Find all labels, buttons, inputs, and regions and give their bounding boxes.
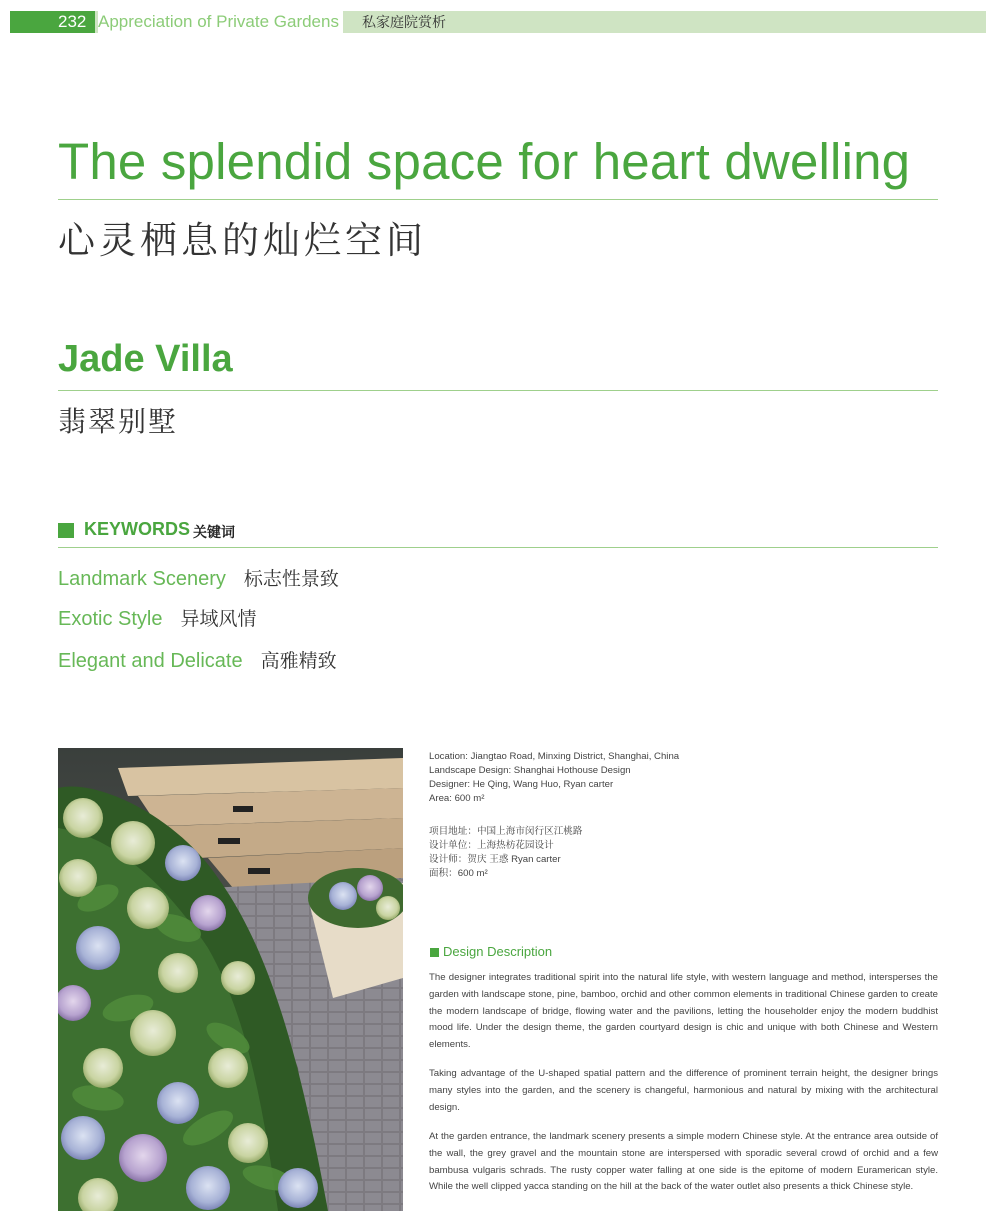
- keyword-en: Landmark Scenery: [58, 568, 226, 590]
- keywords-label: KEYWORDS: [84, 519, 191, 539]
- info-location-zh: 项目地址：中国上海市闵行区江桃路: [429, 826, 583, 837]
- main-title-zh: 心灵栖息的灿烂空间: [58, 220, 427, 261]
- info-designer: Designer: He Qing, Wang Huo, Ryan carter: [429, 779, 614, 790]
- keywords-bullet: [58, 523, 74, 538]
- book-title: Appreciation of Private Gardens: [98, 11, 343, 33]
- design-description-bullet: [430, 948, 439, 957]
- keywords-divider: [58, 547, 938, 548]
- project-info-en: [429, 750, 679, 806]
- keyword-en: Elegant and Delicate: [58, 650, 243, 672]
- keyword-item: [58, 604, 257, 631]
- info-area-zh: 面积：600 m²: [429, 868, 488, 879]
- keyword-item: [58, 564, 339, 591]
- description-paragraph: The designer integrates traditional spirit into the natural life style, with western language and method, intersperses the garden with landscape stone, pine, bamboo, orchid and other common elements in traditional Chinese garden to create the modern landscape of bridge, flowing water and the pavilions, letting the householder enjoy the modern buddhist mood life. Under the design theme, the garden courtyard design is chic and unique with both Chinese and Western elements.: [429, 972, 938, 1051]
- info-landscape-design: Landscape Design: Shanghai Hothouse Design: [429, 765, 631, 776]
- project-title: Jade Villa: [58, 338, 233, 380]
- info-location: Location: Jiangtao Road, Minxing District, Shanghai, China: [429, 751, 680, 762]
- keyword-zh: 高雅精致: [260, 651, 337, 672]
- description-paragraph: Taking advantage of the U-shaped spatial pattern and the difference of prominent terrain height, the designer brings many styles into the garden, and the scenery is changeful, harmonious and natural by mixing with the architectural design.: [429, 1068, 938, 1113]
- keyword-item: [58, 646, 337, 673]
- book-title-zh: 私家庭院赏析: [362, 14, 446, 30]
- keyword-en: Exotic Style: [58, 608, 163, 630]
- page-number: 232: [58, 12, 87, 31]
- keyword-zh: 标志性景致: [243, 569, 339, 590]
- project-divider: [58, 390, 938, 391]
- description-paragraph: At the garden entrance, the landmark scenery presents a simple modern Chinese style. At the entrance area outside of the wall, the grey gravel and the mountain stone are interspersed with sporadic several crowd of orchid and a few bambusa vulgaris schrads. The rusty copper water falling at one side is the epitome of modern Euramerican style. While the well clipped yacca standing on the hill at the back of the water outlet also presents a thick Chinese style.: [429, 1131, 938, 1193]
- main-title: The splendid space for heart dwelling: [58, 133, 911, 190]
- project-title-zh: 翡翠别墅: [58, 406, 179, 437]
- title-divider: [58, 199, 938, 200]
- keyword-zh: 异域风情: [180, 609, 257, 630]
- project-info-zh: [429, 825, 583, 881]
- keywords-label-zh: 关键词: [193, 524, 235, 540]
- info-designer-zh: 设计师：贺庆 王惑 Ryan carter: [429, 854, 561, 865]
- info-area: Area: 600 m²: [429, 793, 485, 804]
- info-landscape-design-zh: 设计单位：上海热枋花园设计: [429, 840, 554, 851]
- garden-photo: [58, 748, 403, 1211]
- design-description-heading: Design Description: [443, 944, 553, 959]
